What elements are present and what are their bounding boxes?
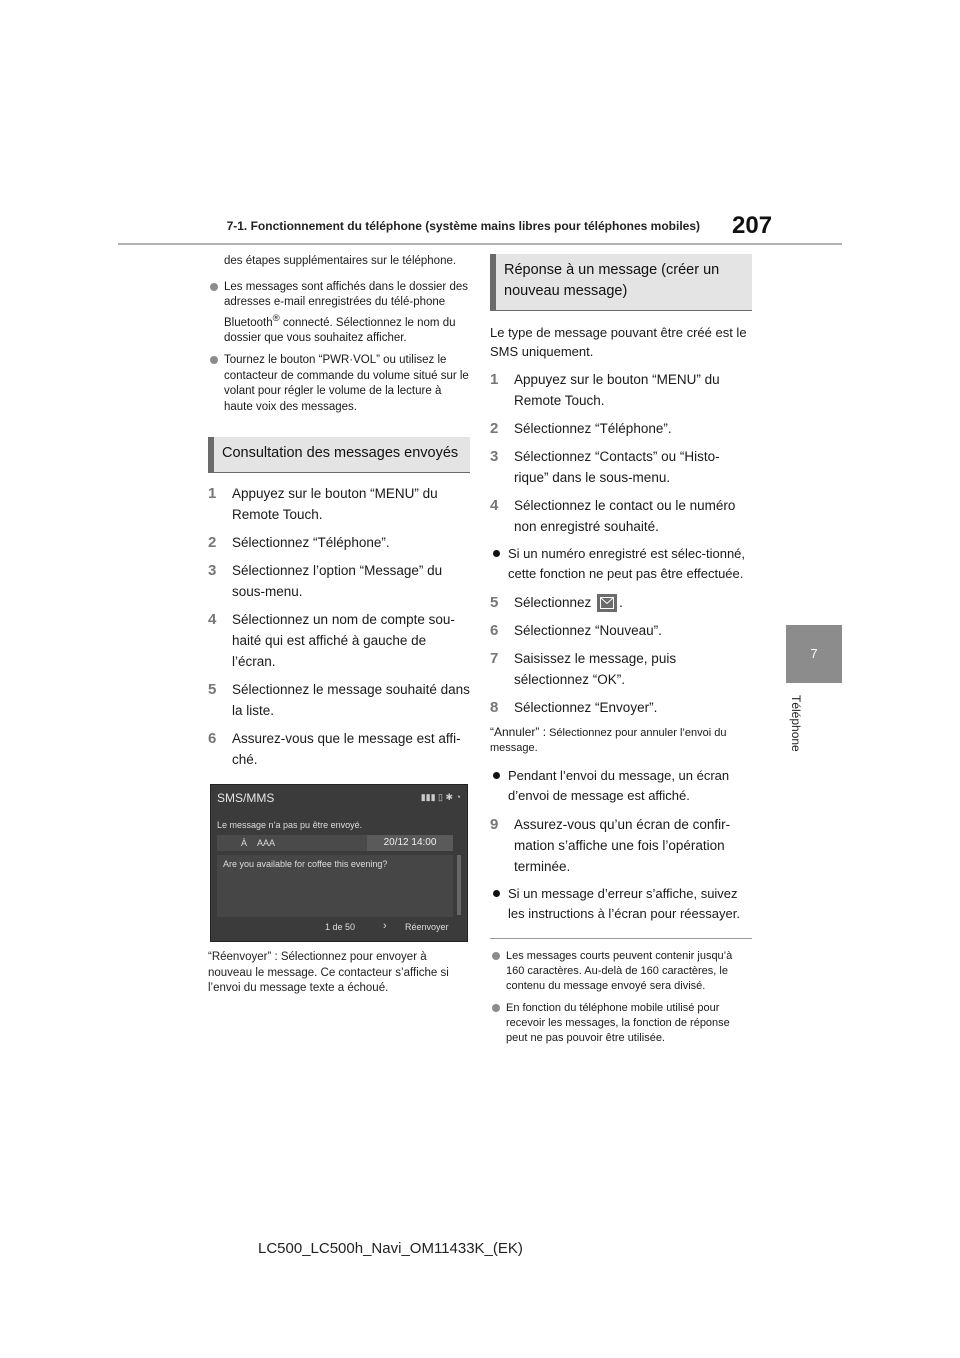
page-number: 207 (732, 212, 773, 239)
note-item: Les messages sont affichés dans le dossier des adresses e-mail enregistrées du télé-phone Bluetooth® connecté. Sélectionnez le nom du dossier que vous souhaitez afficher. (208, 280, 470, 347)
chapter-tab[interactable]: 7 (786, 625, 842, 683)
step-item: 6 Assurez-vous que le message est affi-ché. (208, 730, 461, 768)
note-item: Les messages courts peuvent contenir jusqu’à 160 caractères. Au-delà de 160 caractères, le contenu du message envoyé sera divisé. (490, 949, 752, 994)
intro-paragraph: Le type de message pouvant être créé est le SMS uniquement. (490, 325, 747, 359)
section-heading-sent-messages: Consultation des messages envoyés (208, 437, 470, 473)
to-label: À (241, 838, 248, 849)
step-item: 2 Sélectionnez “Téléphone”. (490, 420, 672, 437)
document-code: LC500_LC500h_Navi_OM11433K_(EK) (258, 1240, 523, 1257)
error-message: Le message n’a pas pu être envoyé. (217, 820, 363, 831)
chapter-tab-label: Téléphone (789, 695, 803, 752)
status-icons: ▮▮▮ ▯ ✱ ◔ (420, 792, 461, 803)
section-heading-reply: Réponse à un message (créer un nouveau message) (490, 254, 752, 311)
screen-footer (217, 919, 457, 937)
cancel-note: “Annuler” : Sélectionnez pour annuler l’envoi du message. (490, 725, 727, 754)
step-item: 6 Sélectionnez “Nouveau”. (490, 622, 662, 639)
scrollbar[interactable] (457, 855, 461, 915)
message-body-text: Are you available for coffee this evening? (223, 859, 388, 870)
sms-mms-screenshot (210, 784, 468, 942)
intro-text: des étapes supplémentaires sur le téléphone. (224, 255, 457, 267)
message-date: 20/12 14:00 (367, 835, 453, 851)
recipient-bar (217, 835, 453, 851)
next-arrow-icon[interactable]: › (383, 920, 387, 933)
notes-divider (490, 938, 752, 939)
step-item: 3 Sélectionnez l’option “Message” du sous-menu. (208, 562, 443, 600)
recipient-name: AAA (257, 838, 276, 849)
note-bullet-icon (492, 1004, 500, 1012)
header-divider (118, 243, 842, 245)
note-item: En fonction du téléphone mobile utilisé pour recevoir les messages, la fonction de réponse peut ne pas pouvoir être utilisée. (490, 1001, 752, 1046)
screen-title: SMS/MMS (217, 791, 275, 806)
note-bullet-icon (492, 952, 500, 960)
bullet-icon (493, 890, 500, 897)
step-item: 7 Saisissez le message, puis sélectionnez “OK”. (490, 650, 677, 687)
bullet-item: Si un message d’erreur s’affiche, suivez les instructions à l’écran pour réessayer. (490, 884, 752, 924)
step-item: 9 Assurez-vous qu’un écran de confir-mation s’affiche une fois l’opération terminée. (490, 816, 731, 874)
step-item: 4 Sélectionnez un nom de compte sou-haité qui est affiché à gauche de l’écran. (208, 611, 455, 670)
bullet-item: Pendant l’envoi du message, un écran d’envoi de message est affiché. (490, 766, 752, 806)
bullet-icon (493, 550, 500, 557)
step-item: 8 Sélectionnez “Envoyer”. (490, 699, 658, 716)
note-item: Tournez le bouton “PWR·VOL” ou utilisez le contacteur de commande du volume situé sur le volant pour régler le volume de la lecture à haute voix des messages. (208, 353, 470, 415)
message-body (217, 855, 453, 917)
envelope-icon[interactable] (597, 594, 617, 612)
left-column (208, 254, 470, 997)
step-item: 2 Sélectionnez “Téléphone”. (208, 534, 390, 552)
page-indicator: 1 de 50 (325, 922, 356, 933)
bullet-icon (493, 772, 500, 779)
right-column (490, 254, 752, 1053)
step-item: 5 Sélectionnez le message souhaité dans la liste. (208, 681, 470, 719)
step-item: 1 Appuyez sur le bouton “MENU” du Remote Touch. (208, 485, 438, 523)
note-bullet-icon (210, 283, 218, 291)
step-item: 5 Sélectionnez . (490, 594, 623, 611)
step-item: 1 Appuyez sur le bouton “MENU” du Remote Touch. (490, 371, 720, 408)
screen-caption: “Réenvoyer” : Sélectionnez pour envoyer à nouveau le message. Ce contacteur s’affiche si l’envoi du message texte a échoué. (208, 951, 449, 995)
note-bullet-icon (210, 356, 218, 364)
chapter-header-title: 7-1. Fonctionnement du téléphone (système mains libres pour téléphones mobiles) (226, 219, 700, 233)
bullet-item: Si un numéro enregistré est sélec-tionné, cette fonction ne peut pas être effectuée. (490, 544, 752, 584)
step-item: 3 Sélectionnez “Contacts” ou “Histo-rique” dans le sous-menu. (490, 448, 720, 485)
resend-button[interactable]: Réenvoyer (405, 922, 449, 933)
step-item: 4 Sélectionnez le contact ou le numéro non enregistré souhaité. (490, 497, 736, 534)
